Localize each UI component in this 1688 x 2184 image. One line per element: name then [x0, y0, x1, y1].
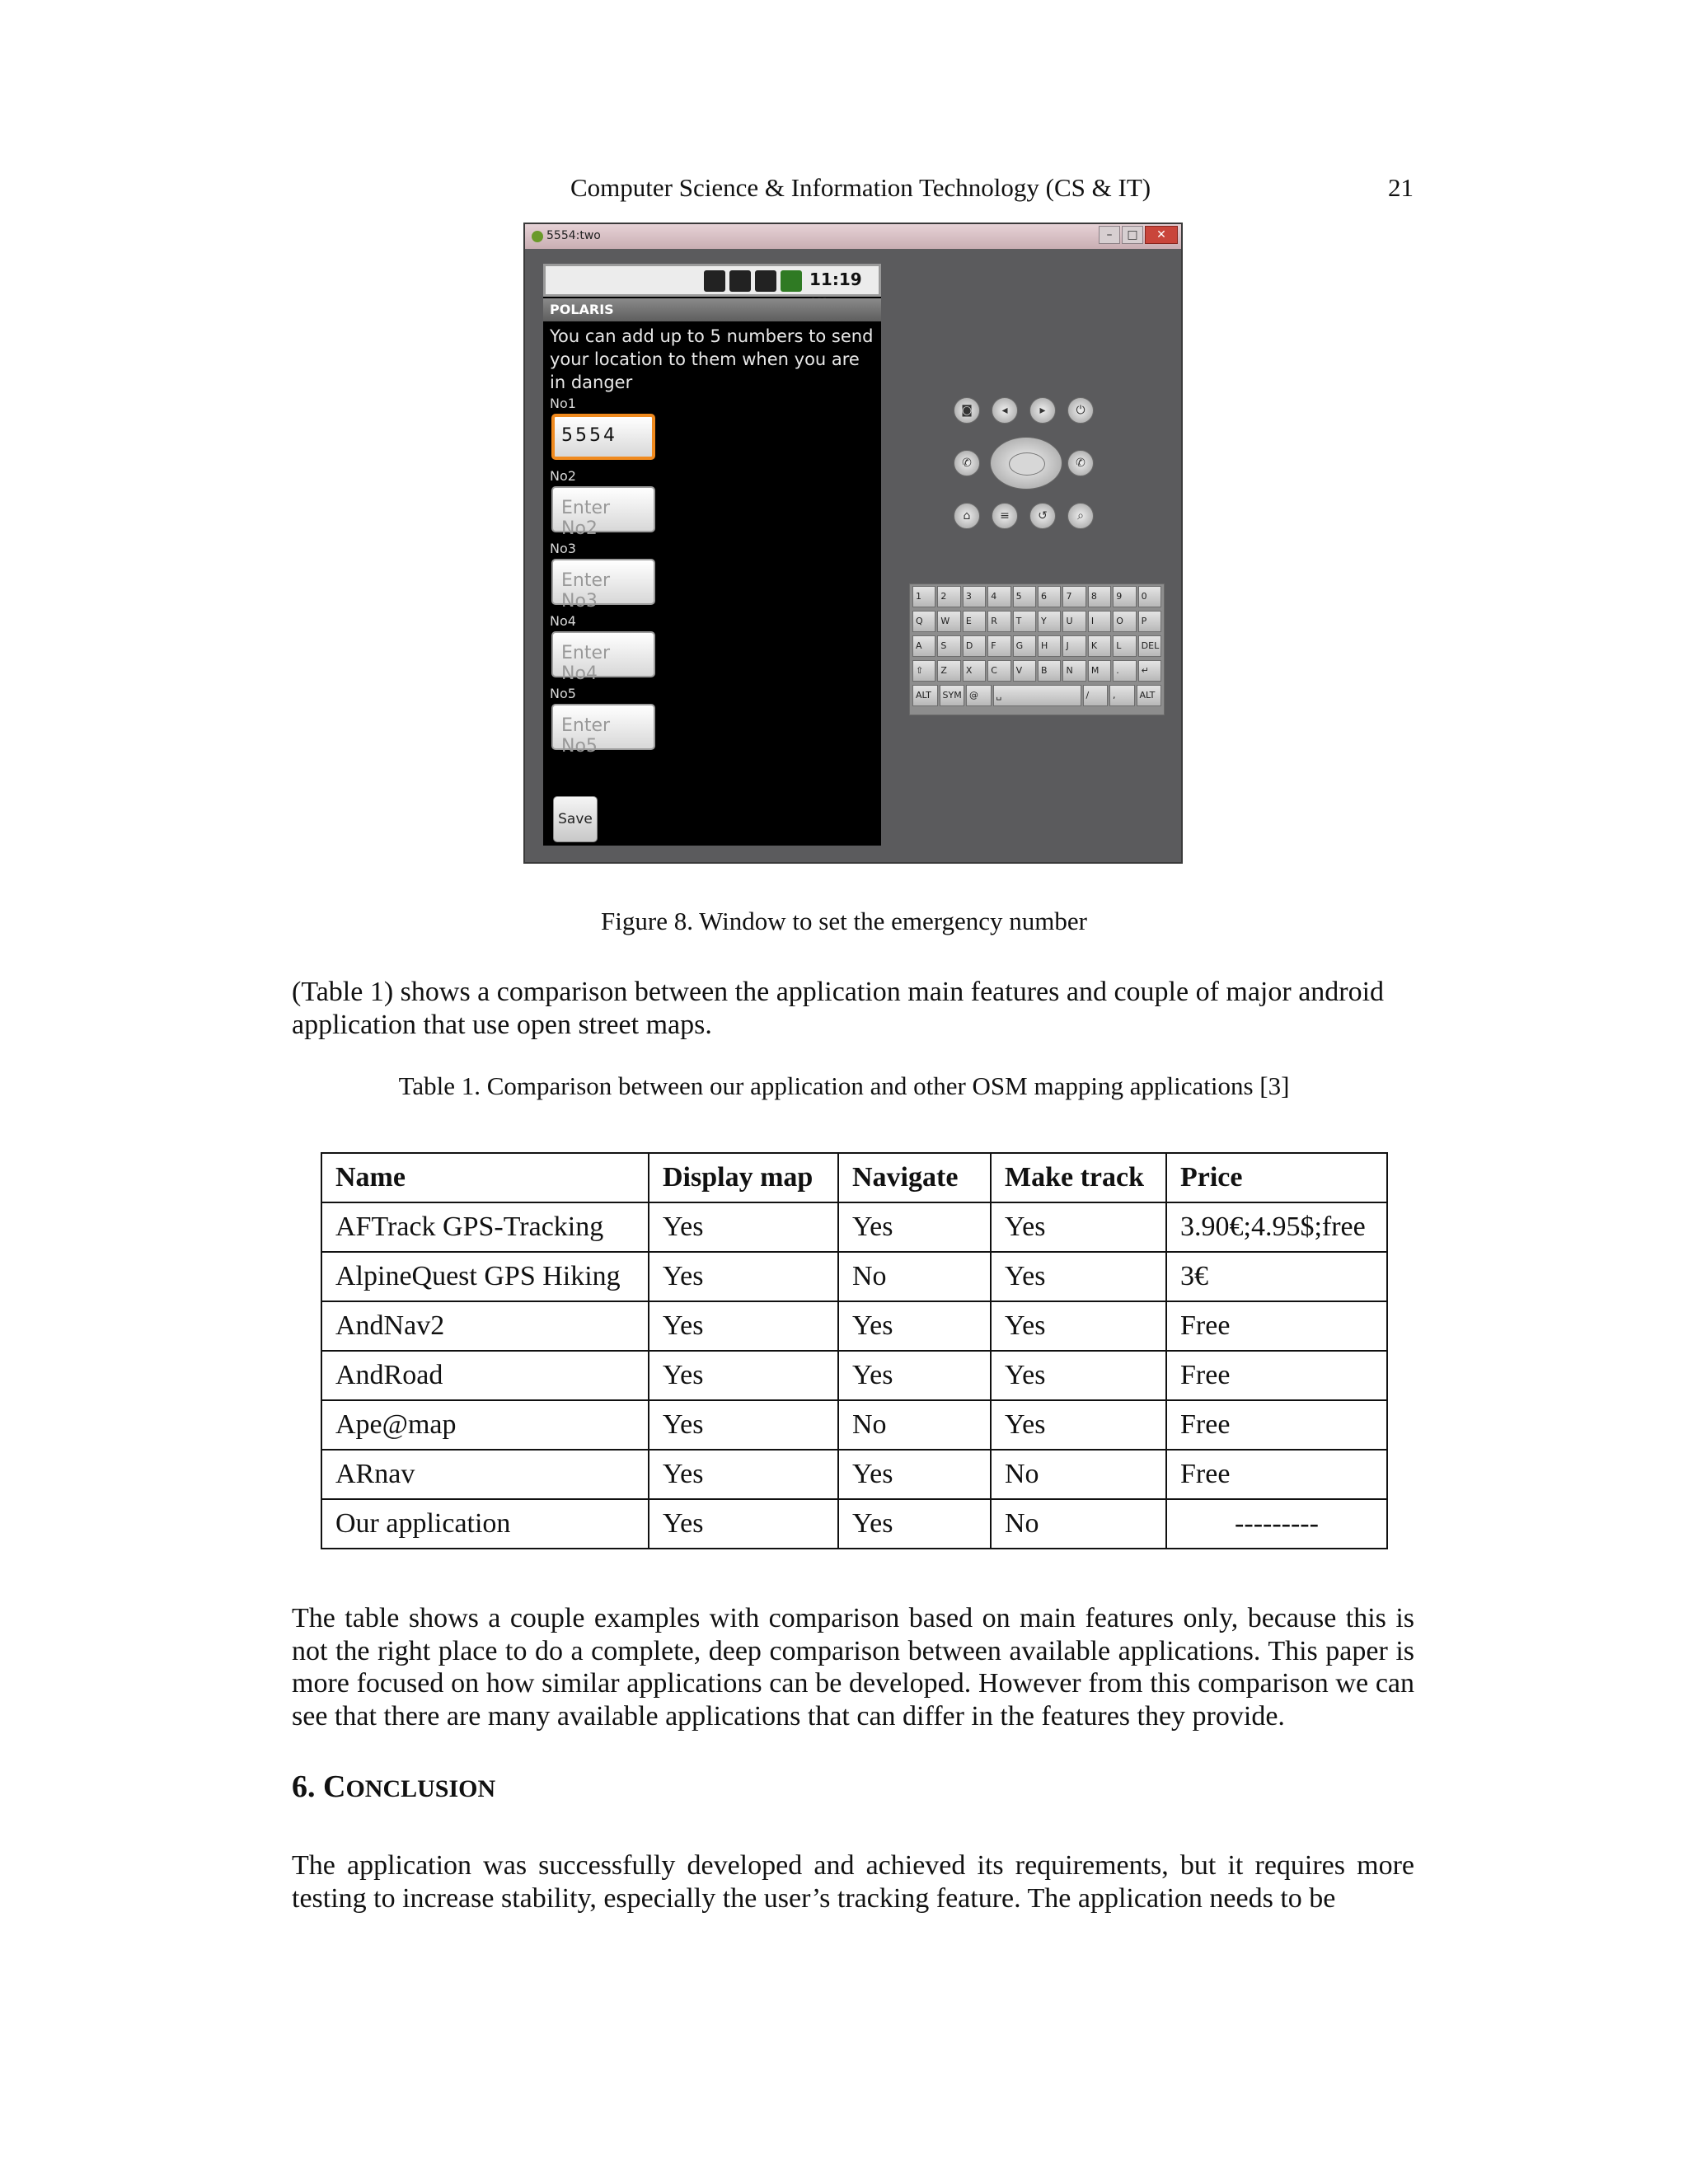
column-header: Price: [1166, 1153, 1387, 1202]
emulator-screenshot: [523, 223, 1183, 864]
app-title: POLARIS: [543, 298, 881, 321]
paragraph-conclusion: The application was successfully developed and achieved its requirements, but it requires more testing to increase stability, especially the user’s tracking feature. The application needs to be: [292, 1850, 1414, 1914]
status-time: 11:19: [809, 269, 862, 289]
field-label-no4: No4: [550, 613, 576, 629]
key[interactable]: ⇧: [912, 660, 935, 682]
page-header: [0, 173, 1688, 209]
power-icon[interactable]: ⏻: [1067, 397, 1094, 424]
key[interactable]: I: [1088, 611, 1111, 632]
no2-input[interactable]: Enter No2: [551, 486, 655, 532]
key[interactable]: R: [987, 611, 1010, 632]
no5-input[interactable]: Enter No5: [551, 704, 655, 750]
key[interactable]: 7: [1062, 586, 1085, 607]
table-cell: AndNav2: [321, 1301, 649, 1351]
comparison-table: [321, 1152, 1388, 1549]
table-cell: Yes: [991, 1202, 1166, 1252]
table-cell: Yes: [649, 1400, 838, 1450]
minimize-icon[interactable]: –: [1099, 226, 1120, 244]
key[interactable]: 6: [1038, 586, 1061, 607]
table-cell: Free: [1166, 1301, 1387, 1351]
key[interactable]: /: [1083, 685, 1109, 706]
key[interactable]: ALT: [1137, 685, 1162, 706]
key[interactable]: .: [1113, 660, 1136, 682]
table-cell: 3€: [1166, 1252, 1387, 1301]
bars-icon: [755, 270, 776, 292]
table-cell: Yes: [991, 1351, 1166, 1400]
section-title-initial: C: [323, 1769, 346, 1804]
key[interactable]: Z: [937, 660, 960, 682]
key[interactable]: X: [963, 660, 986, 682]
table-cell: ---------: [1166, 1499, 1387, 1549]
key[interactable]: 8: [1088, 586, 1111, 607]
journal-title: Computer Science & Information Technology (CS & IT): [570, 173, 1151, 202]
key[interactable]: ↵: [1138, 660, 1161, 682]
paragraph-table-discussion: The table shows a couple examples with comparison based on main features only, because this is not the right place to do a complete, deep comparison between available applications. This paper is more focused on how similar applications can be developed. However from this comparison we can see that there are many available applications that can differ in the features they provide.: [292, 1603, 1414, 1732]
key[interactable]: 1: [912, 586, 935, 607]
key[interactable]: E: [963, 611, 986, 632]
key[interactable]: W: [937, 611, 960, 632]
call-icon[interactable]: ✆: [954, 450, 980, 476]
no3-input[interactable]: Enter No3: [551, 559, 655, 605]
table-cell: Our application: [321, 1499, 649, 1549]
column-header: Display map: [649, 1153, 838, 1202]
key[interactable]: F: [987, 635, 1010, 657]
table-cell: Yes: [838, 1202, 991, 1252]
emulator-window-title: 5554:two: [546, 229, 601, 242]
key[interactable]: 2: [937, 586, 960, 607]
table-cell: Free: [1166, 1400, 1387, 1450]
key[interactable]: A: [912, 635, 935, 657]
table-cell: No: [838, 1252, 991, 1301]
table-row: [321, 1351, 1387, 1400]
table-cell: Free: [1166, 1450, 1387, 1499]
table-cell: Yes: [649, 1202, 838, 1252]
table-caption: Table 1. Comparison between our application and other OSM mapping applications [3]: [398, 1071, 1290, 1100]
table-cell: No: [991, 1499, 1166, 1549]
column-header: Navigate: [838, 1153, 991, 1202]
key[interactable]: P: [1138, 611, 1161, 632]
section-number: 6.: [292, 1769, 316, 1804]
table-cell: Yes: [991, 1301, 1166, 1351]
field-label-no2: No2: [550, 468, 576, 484]
table-cell: Yes: [649, 1499, 838, 1549]
key[interactable]: @: [966, 685, 992, 706]
table-cell: Yes: [991, 1252, 1166, 1301]
key[interactable]: 9: [1113, 586, 1136, 607]
key[interactable]: B: [1038, 660, 1061, 682]
key[interactable]: J: [1062, 635, 1085, 657]
key[interactable]: V: [1013, 660, 1036, 682]
field-label-no5: No5: [550, 686, 576, 701]
intro-text: You can add up to 5 numbers to send your location to them when you are in danger: [550, 326, 874, 392]
key[interactable]: O: [1113, 611, 1136, 632]
key[interactable]: 0: [1138, 586, 1161, 607]
table-cell: ARnav: [321, 1450, 649, 1499]
close-icon[interactable]: ✕: [1145, 226, 1178, 244]
search-icon[interactable]: ⌕: [1067, 503, 1094, 529]
table-cell: Yes: [991, 1400, 1166, 1450]
page-number: 21: [1388, 173, 1414, 202]
key[interactable]: L: [1113, 635, 1136, 657]
table-row: [321, 1400, 1387, 1450]
table-cell: Yes: [649, 1252, 838, 1301]
no4-input[interactable]: Enter No4: [551, 631, 655, 677]
hardware-keyboard: [909, 583, 1165, 715]
key[interactable]: 3: [963, 586, 986, 607]
table-cell: No: [991, 1450, 1166, 1499]
table-cell: Yes: [838, 1351, 991, 1400]
table-row: [321, 1252, 1387, 1301]
key[interactable]: G: [1013, 635, 1036, 657]
key[interactable]: M: [1088, 660, 1111, 682]
key-space[interactable]: ␣: [993, 685, 1081, 706]
key[interactable]: Y: [1038, 611, 1061, 632]
home-icon[interactable]: ⌂: [954, 503, 980, 529]
table-cell: No: [838, 1400, 991, 1450]
table-cell: 3.90€;4.95$;free: [1166, 1202, 1387, 1252]
dpad-center[interactable]: [1009, 452, 1045, 476]
maximize-icon[interactable]: □: [1122, 226, 1143, 244]
phone-screen: [543, 264, 881, 846]
section-heading: [292, 1769, 495, 1805]
table-cell: AndRoad: [321, 1351, 649, 1400]
field-label-no3: No3: [550, 541, 576, 556]
no1-input[interactable]: 5554: [551, 414, 655, 460]
key[interactable]: K: [1088, 635, 1111, 657]
volume-down-icon[interactable]: ◂: [992, 397, 1018, 424]
table-header-row: [321, 1153, 1387, 1202]
menu-icon[interactable]: ≡: [992, 503, 1018, 529]
field-label-no1: No1: [550, 396, 576, 411]
table-cell: Yes: [649, 1301, 838, 1351]
back-icon[interactable]: ↺: [1029, 503, 1056, 529]
column-header: Make track: [991, 1153, 1166, 1202]
table-row: [321, 1450, 1387, 1499]
column-header: Name: [321, 1153, 649, 1202]
figure-caption: Figure 8. Window to set the emergency number: [601, 907, 1087, 935]
volume-up-icon[interactable]: ▸: [1029, 397, 1056, 424]
3g-icon: [729, 270, 751, 292]
table-row: [321, 1499, 1387, 1549]
key[interactable]: ,: [1109, 685, 1135, 706]
table-cell: Yes: [649, 1351, 838, 1400]
battery-icon: [781, 270, 802, 292]
table-cell: Yes: [649, 1450, 838, 1499]
table-cell: AFTrack GPS-Tracking: [321, 1202, 649, 1252]
save-button[interactable]: Save: [553, 796, 598, 842]
table-cell: Yes: [838, 1450, 991, 1499]
table-row: [321, 1202, 1387, 1252]
key[interactable]: ALT: [912, 685, 938, 706]
key[interactable]: T: [1013, 611, 1036, 632]
android-icon: [532, 231, 543, 242]
key[interactable]: SYM: [940, 685, 965, 706]
end-call-icon[interactable]: ✆: [1067, 450, 1094, 476]
table-cell: Yes: [838, 1301, 991, 1351]
key[interactable]: D: [963, 635, 986, 657]
key[interactable]: DEL: [1138, 635, 1161, 657]
table-cell: AlpineQuest GPS Hiking: [321, 1252, 649, 1301]
status-bar: [543, 264, 881, 297]
key[interactable]: Q: [912, 611, 935, 632]
key[interactable]: H: [1038, 635, 1061, 657]
emulator-titlebar: [525, 224, 1181, 249]
table-cell: Ape@map: [321, 1400, 649, 1450]
key[interactable]: C: [987, 660, 1010, 682]
table-cell: Free: [1166, 1351, 1387, 1400]
key[interactable]: 5: [1013, 586, 1036, 607]
key[interactable]: 4: [987, 586, 1010, 607]
dpad[interactable]: [990, 437, 1062, 490]
key[interactable]: S: [937, 635, 960, 657]
key[interactable]: U: [1062, 611, 1085, 632]
table-cell: Yes: [838, 1499, 991, 1549]
key[interactable]: N: [1062, 660, 1085, 682]
camera-icon[interactable]: ◙: [954, 397, 980, 424]
table-row: [321, 1301, 1387, 1351]
signal-icon: [704, 270, 725, 292]
paragraph-table-intro: (Table 1) shows a comparison between the application main features and couple of major android application that use open street maps.: [292, 977, 1385, 1040]
section-title-rest: ONCLUSION: [345, 1775, 496, 1802]
